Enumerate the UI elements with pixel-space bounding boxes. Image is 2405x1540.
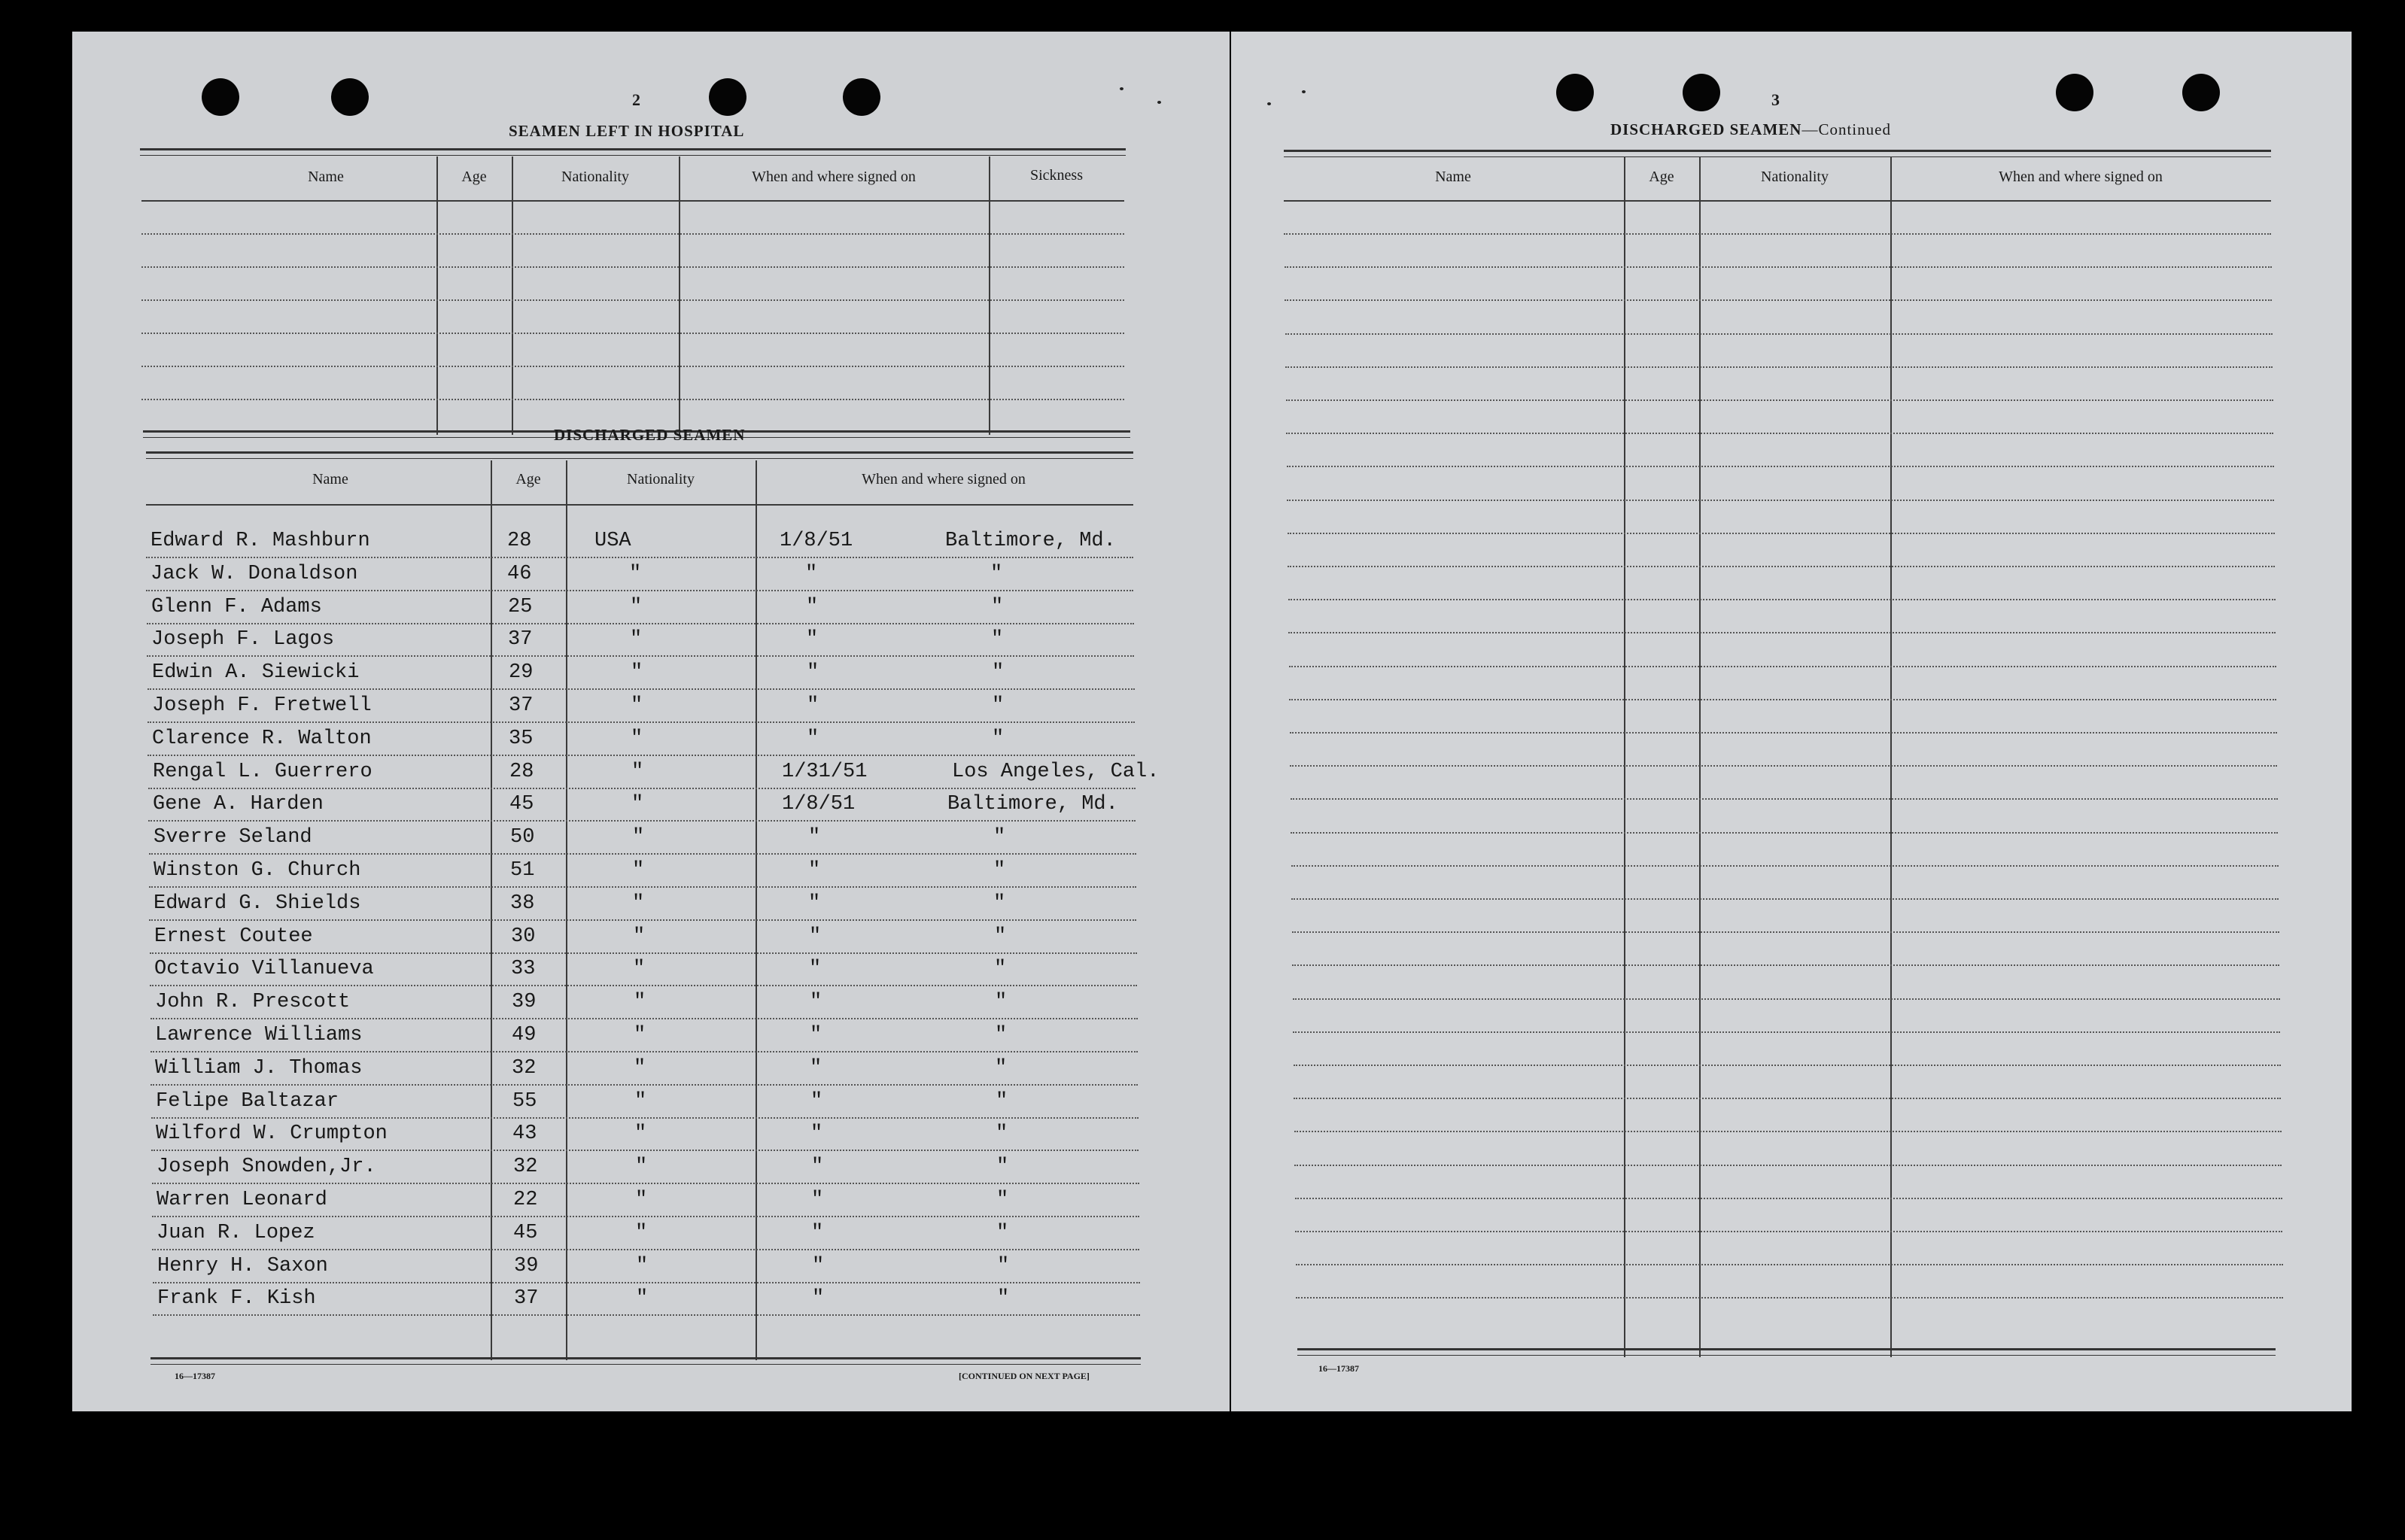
seaman-name: Edward G. Shields: [154, 892, 361, 915]
blank-row-line: [1288, 566, 2275, 567]
seaman-nationality: ": [636, 1255, 649, 1277]
seaman-name: Gene A. Harden: [153, 793, 324, 816]
signed-on-date: ": [812, 1287, 825, 1310]
seaman-name: Wilford W. Crumpton: [156, 1122, 388, 1145]
blank-row-line: [1285, 366, 2273, 368]
signed-on-date: ": [807, 694, 819, 717]
signed-on-date: ": [811, 1189, 824, 1211]
blank-row-line: [1288, 632, 2276, 633]
seaman-name: Edward R. Mashburn: [151, 530, 370, 552]
seaman-nationality: ": [635, 1189, 648, 1211]
seaman-name: Juan R. Lopez: [157, 1222, 315, 1244]
seaman-age: 38: [510, 892, 535, 915]
blank-row-line: [1293, 1031, 2280, 1033]
signed-on-place: ": [992, 727, 1005, 750]
seaman-age: 55: [512, 1090, 537, 1113]
signed-on-place: ": [995, 1024, 1008, 1046]
seaman-nationality: ": [633, 958, 646, 980]
seaman-age: 25: [508, 596, 533, 618]
binder-hole: [331, 78, 369, 116]
seaman-age: 37: [509, 694, 534, 717]
signed-on-date: ": [809, 925, 822, 948]
blank-row-line: [1290, 765, 2277, 767]
seaman-nationality: ": [630, 596, 643, 618]
signed-on-place: Baltimore, Md.: [945, 530, 1116, 552]
blank-row-line: [1291, 832, 2278, 834]
blank-row-line: [1291, 898, 2279, 900]
signed-on-place: ": [996, 1222, 1009, 1244]
signed-on-place: ": [993, 859, 1006, 882]
signed-on-date: ": [808, 892, 821, 915]
seaman-nationality: ": [631, 761, 644, 783]
signed-on-date: ": [812, 1255, 825, 1277]
seaman-nationality: ": [630, 628, 643, 651]
signed-on-date: 1/31/51: [782, 761, 868, 783]
continued-note: [CONTINUED ON NEXT PAGE]: [959, 1371, 1090, 1381]
signed-on-date: ": [811, 1222, 824, 1244]
blank-row-line: [1286, 399, 2273, 401]
signed-on-date: ": [808, 826, 821, 849]
page-number: 2: [632, 90, 640, 109]
right-page: [1231, 32, 2352, 1411]
seaman-nationality: ": [631, 661, 643, 684]
signed-on-date: ": [810, 1122, 823, 1145]
seaman-age: 39: [512, 991, 537, 1013]
signed-on-place: ": [992, 661, 1005, 684]
blank-row-line: [1287, 466, 2274, 467]
seaman-age: 49: [512, 1024, 537, 1046]
signed-on-date: ": [811, 1156, 824, 1178]
seaman-name: Jack W. Donaldson: [151, 563, 358, 585]
seaman-name: Warren Leonard: [157, 1189, 327, 1211]
seaman-age: 32: [513, 1156, 538, 1178]
signed-on-date: ": [810, 1057, 822, 1080]
signed-on-date: ": [810, 1024, 822, 1046]
blank-row-line: [1287, 500, 2274, 501]
seaman-age: 37: [514, 1287, 539, 1310]
signed-on-date: ": [810, 1090, 823, 1113]
seaman-age: 29: [509, 661, 534, 684]
hospital-col-age: Age: [461, 169, 487, 185]
seaman-name: Lawrence Williams: [155, 1024, 363, 1046]
seaman-name: Joseph Snowden,Jr.: [157, 1156, 376, 1178]
blank-row-line: [1289, 699, 2276, 700]
signed-on-date: ": [807, 661, 819, 684]
seaman-name: William J. Thomas: [155, 1057, 363, 1080]
right-col-name: Name: [1435, 169, 1471, 185]
seaman-name: Joseph F. Lagos: [151, 628, 335, 651]
form-number: 16—17387: [175, 1371, 215, 1381]
signed-on-place: ": [992, 694, 1005, 717]
hospital-col-name: Name: [308, 169, 344, 185]
hospital-section-title: SEAMEN LEFT IN HOSPITAL: [509, 122, 745, 140]
right-section-title-continued: —Continued: [1801, 120, 1891, 138]
signed-on-place: ": [993, 892, 1006, 915]
blank-row-line: [1285, 333, 2273, 335]
blank-row-line: [1294, 1065, 2281, 1066]
left-page: [72, 32, 1230, 1411]
blank-row-line: [1292, 931, 2279, 933]
seaman-nationality: ": [634, 991, 646, 1013]
seaman-nationality: USA: [594, 530, 631, 552]
signed-on-date: 1/8/51: [782, 793, 856, 816]
signed-on-place: ": [996, 1122, 1008, 1145]
binder-hole: [2182, 74, 2220, 111]
seaman-age: 46: [507, 563, 532, 585]
blank-row-line: [1285, 299, 2272, 301]
discharged-col-signed-on: When and where signed on: [862, 471, 1026, 488]
binder-hole: [1683, 74, 1720, 111]
blank-row-line: [1294, 1098, 2281, 1099]
seaman-name: Glenn F. Adams: [151, 596, 322, 618]
seaman-age: 50: [510, 826, 535, 849]
seaman-name: Henry H. Saxon: [157, 1255, 328, 1277]
right-section-title: [1610, 120, 1891, 139]
blank-row-line: [1289, 666, 2276, 667]
seaman-age: 32: [512, 1057, 537, 1080]
seaman-nationality: ": [632, 892, 645, 915]
seaman-nationality: ": [633, 925, 646, 948]
seaman-age: 45: [513, 1222, 538, 1244]
seaman-nationality: ": [632, 859, 645, 882]
signed-on-date: ": [809, 958, 822, 980]
blank-row-line: [1291, 798, 2278, 800]
signed-on-date: ": [810, 991, 822, 1013]
signed-on-place: ": [995, 991, 1008, 1013]
signed-on-date: ": [806, 596, 819, 618]
seaman-nationality: ": [635, 1156, 648, 1178]
page-number: 3: [1771, 90, 1780, 109]
signed-on-place: Baltimore, Md.: [947, 793, 1118, 816]
seaman-nationality: ": [634, 1057, 646, 1080]
seaman-name: Joseph F. Fretwell: [152, 694, 372, 717]
blank-row-line: [1288, 533, 2275, 534]
seaman-age: 45: [509, 793, 534, 816]
signed-on-place: ": [997, 1255, 1010, 1277]
discharged-section-title: DISCHARGED SEAMEN: [554, 426, 746, 444]
seaman-nationality: ": [631, 793, 644, 816]
seaman-age: 43: [512, 1122, 537, 1145]
hospital-col-nationality: Nationality: [561, 169, 629, 185]
blank-row-line: [1296, 1297, 2283, 1299]
signed-on-place: ": [997, 1287, 1010, 1310]
signed-on-date: ": [808, 859, 821, 882]
signed-on-place: ": [990, 563, 1003, 585]
right-col-age: Age: [1649, 169, 1674, 185]
seaman-nationality: ": [636, 1287, 649, 1310]
blank-row-line: [1294, 1131, 2282, 1132]
binder-hole: [202, 78, 239, 116]
discharged-col-name: Name: [312, 471, 348, 488]
seaman-name: Sverre Seland: [154, 826, 312, 849]
seaman-nationality: ": [634, 1090, 647, 1113]
blank-row-line: [1295, 1198, 2282, 1199]
seaman-nationality: ": [631, 694, 643, 717]
signed-on-place: Los Angeles, Cal.: [952, 761, 1160, 783]
signed-on-date: 1/8/51: [780, 530, 853, 552]
signed-on-place: ": [994, 958, 1007, 980]
seaman-name: Ernest Coutee: [154, 925, 313, 948]
right-col-signed-on: When and where signed on: [1999, 169, 2163, 185]
seaman-name: Clarence R. Walton: [152, 727, 372, 750]
seaman-name: Winston G. Church: [154, 859, 361, 882]
seaman-name: Octavio Villanueva: [154, 958, 374, 980]
blank-row-line: [1286, 433, 2273, 434]
signed-on-place: ": [996, 1090, 1008, 1113]
blank-row-line: [1294, 1165, 2282, 1166]
seaman-name: John R. Prescott: [155, 991, 351, 1013]
seaman-nationality: ": [635, 1222, 648, 1244]
signed-on-place: ": [991, 596, 1004, 618]
seaman-nationality: ": [631, 727, 643, 750]
blank-row-line: [1285, 266, 2272, 268]
seaman-nationality: ": [629, 563, 642, 585]
seaman-name: Rengal L. Guerrero: [153, 761, 372, 783]
seaman-age: 28: [509, 761, 534, 783]
binder-hole: [1556, 74, 1594, 111]
blank-row-line: [1296, 1264, 2283, 1265]
blank-row-line: [1291, 865, 2279, 867]
hospital-col-signed-on: When and where signed on: [752, 169, 916, 185]
form-number: 16—17387: [1318, 1363, 1359, 1374]
signed-on-place: ": [996, 1189, 1009, 1211]
seaman-age: 22: [513, 1189, 538, 1211]
signed-on-place: ": [993, 826, 1006, 849]
seaman-age: 39: [514, 1255, 539, 1277]
blank-row-line: [1284, 233, 2271, 235]
binder-hole: [843, 78, 880, 116]
signed-on-place: ": [994, 925, 1007, 948]
seaman-age: 37: [508, 628, 533, 651]
seaman-age: 30: [511, 925, 536, 948]
seaman-age: 51: [510, 859, 535, 882]
blank-row-line: [1295, 1231, 2282, 1232]
blank-row-line: [1293, 998, 2280, 1000]
signed-on-place: ": [995, 1057, 1008, 1080]
seaman-nationality: ": [632, 826, 645, 849]
right-col-nationality: Nationality: [1761, 169, 1829, 185]
seaman-name: Edwin A. Siewicki: [152, 661, 360, 684]
seaman-age: 35: [509, 727, 534, 750]
blank-row-line: [1290, 732, 2277, 734]
signed-on-place: ": [991, 628, 1004, 651]
binder-hole: [2056, 74, 2093, 111]
binder-hole: [709, 78, 746, 116]
hospital-col-sickness: Sickness: [1030, 167, 1083, 184]
signed-on-date: ": [806, 628, 819, 651]
right-section-title-bold: DISCHARGED SEAMEN: [1610, 120, 1802, 138]
seaman-age: 33: [511, 958, 536, 980]
seaman-age: 28: [507, 530, 532, 552]
blank-row-line: [1292, 964, 2279, 966]
signed-on-date: ": [807, 727, 819, 750]
signed-on-date: ": [805, 563, 818, 585]
discharged-col-nationality: Nationality: [627, 471, 695, 488]
discharged-col-age: Age: [515, 471, 541, 488]
seaman-nationality: ": [634, 1122, 647, 1145]
seaman-name: Frank F. Kish: [157, 1287, 316, 1310]
seaman-nationality: ": [634, 1024, 646, 1046]
signed-on-place: ": [996, 1156, 1009, 1178]
seaman-name: Felipe Baltazar: [156, 1090, 339, 1113]
blank-row-line: [1288, 599, 2276, 600]
